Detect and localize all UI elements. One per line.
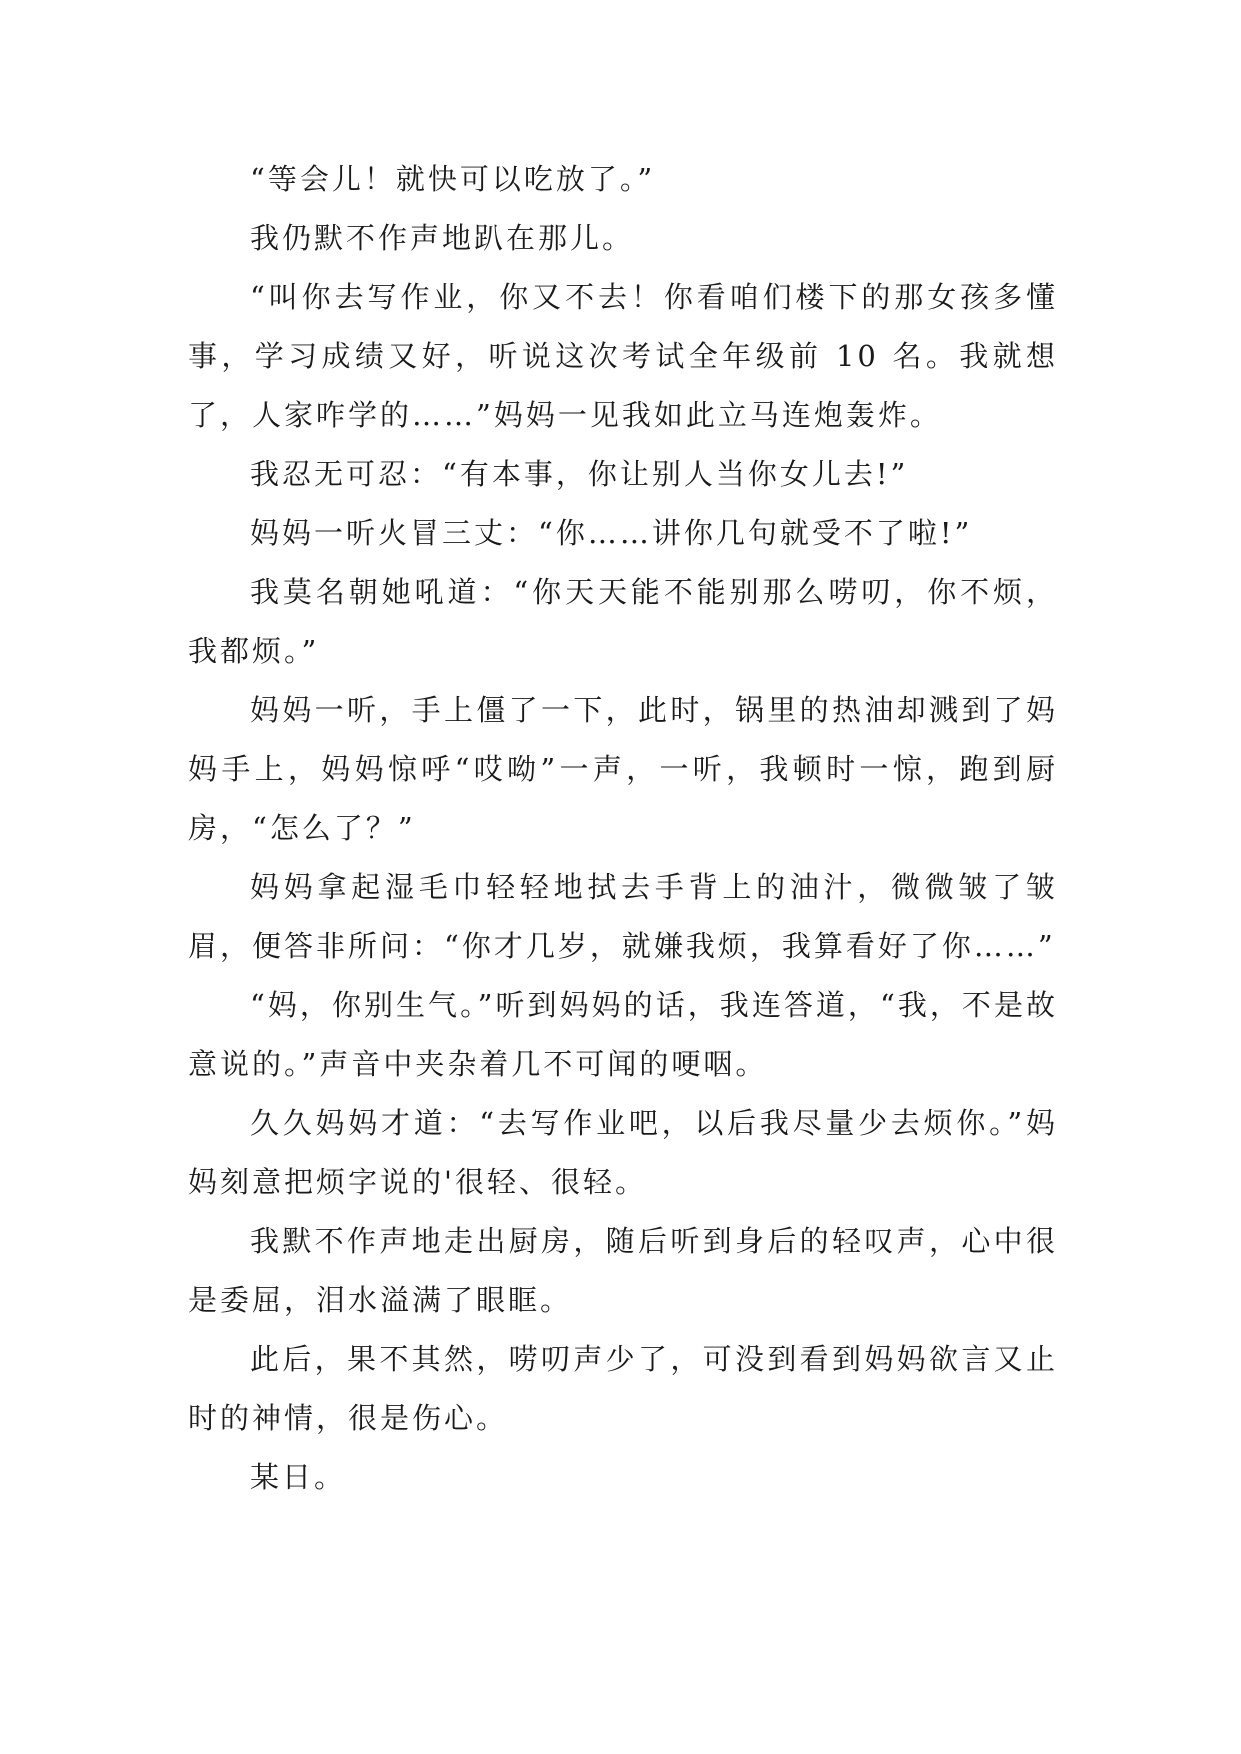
paragraph: 我默不作声地走出厨房，随后听到身后的轻叹声，心中很是委屈，泪水溢满了眼眶。 [188, 1224, 1058, 1317]
paragraph: 妈妈拿起湿毛巾轻轻地拭去手背上的油汁，微微皱了皱眉，便答非所问：“你才几岁，就嫌我烦，我算看好了你……” [188, 870, 1058, 963]
paragraph: 久久妈妈才道：“去写作业吧，以后我尽量少去烦你。”妈妈刻意把烦字说的'很轻、很轻。 [188, 1106, 1058, 1199]
paragraph: 我莫名朝她吼道：“你天天能不能别那么唠叨，你不烦，我都烦。” [188, 575, 1058, 668]
document-body [188, 150, 1058, 1507]
paragraph: “妈，你别生气。”听到妈妈的话，我连答道，“我，不是故意说的。”声音中夹杂着几不可闻的哽咽。 [188, 988, 1058, 1081]
paragraph: 此后，果不其然，唠叨声少了，可没到看到妈妈欲言又止时的神情，很是伤心。 [188, 1342, 1058, 1435]
paragraph: 某日。 [250, 1460, 347, 1494]
paragraph: 我忍无可忍：“有本事，你让别人当你女儿去!” [250, 457, 909, 491]
paragraph: “叫你去写作业，你又不去！你看咱们楼下的那女孩多懂事，学习成绩又好，听说这次考试全年级前 10 名。我就想了，人家咋学的……”妈妈一见我如此立马连炮轰炸。 [188, 280, 1058, 432]
paragraph: 妈妈一听火冒三丈：“你……讲你几句就受不了啦!” [250, 516, 973, 550]
paragraph: 我仍默不作声地趴在那儿。 [250, 221, 635, 255]
paragraph: 妈妈一听，手上僵了一下，此时，锅里的热油却溅到了妈妈手上，妈妈惊呼“哎呦”一声，一听，我顿时一惊，跑到厨房，“怎么了？” [188, 693, 1058, 845]
paragraph: “等会儿！就快可以吃放了。” [250, 162, 656, 196]
